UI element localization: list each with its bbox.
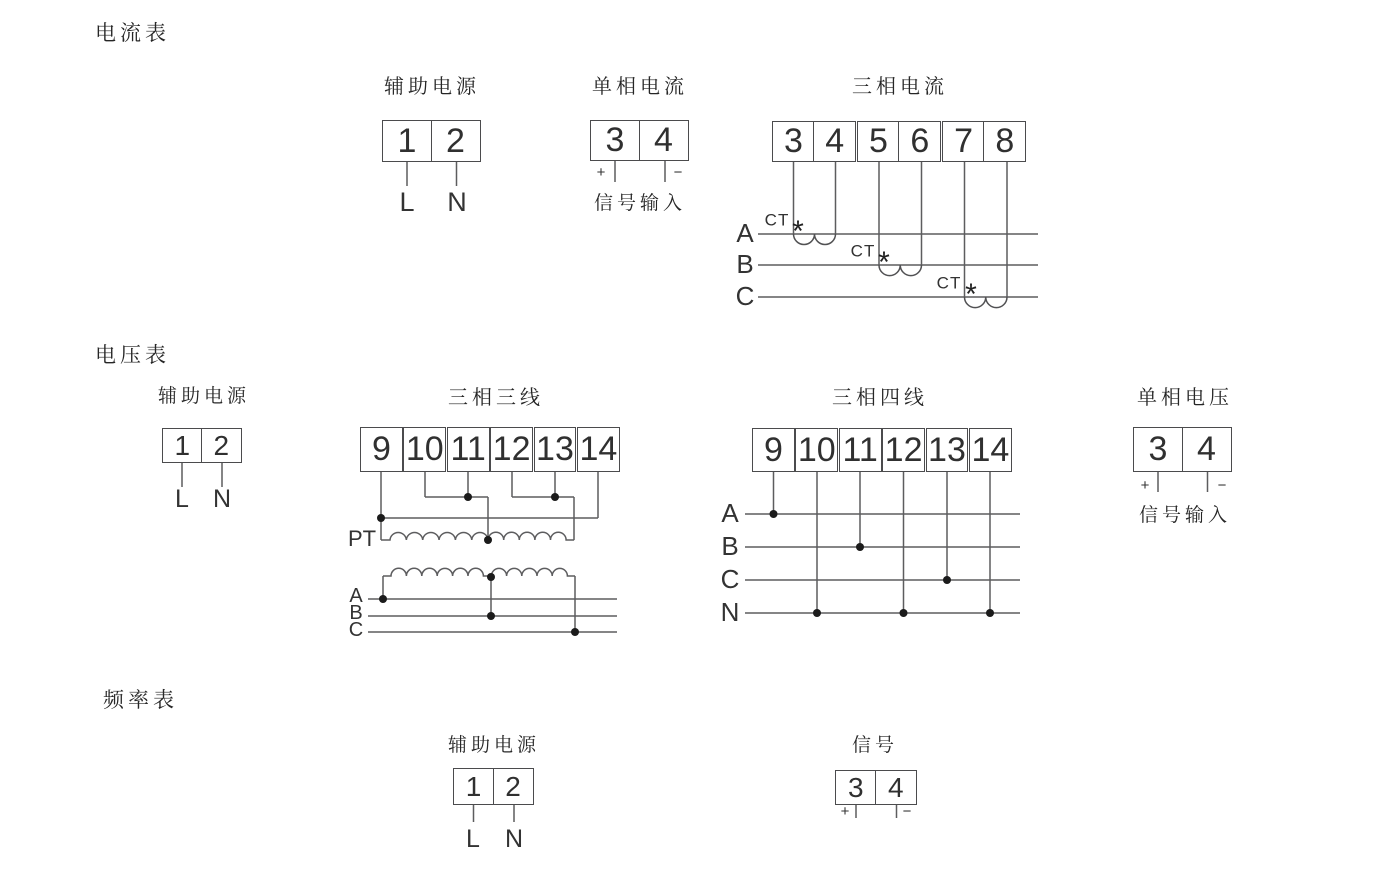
terminal-2: 2 bbox=[431, 120, 481, 162]
phase-label-N: N bbox=[720, 597, 740, 627]
phase-label-A: A bbox=[721, 498, 739, 528]
terminal-box-frequency-aux bbox=[453, 768, 534, 805]
terminal-9: 9 bbox=[360, 427, 403, 472]
terminal-2: 2 bbox=[493, 768, 534, 805]
junction-dots bbox=[377, 493, 994, 636]
terminal-12: 12 bbox=[882, 428, 925, 472]
terminal-11: 11 bbox=[447, 427, 490, 472]
voltmeter-four-wire-phase-lines bbox=[745, 514, 1020, 613]
wire-label-N: N bbox=[447, 187, 467, 217]
terminal-7: 7 bbox=[942, 121, 985, 162]
label-voltmeter-four-wire: 三相四线 bbox=[832, 387, 928, 409]
plus-mark: + bbox=[1140, 477, 1150, 494]
caption-signal-input: 信号输入 bbox=[593, 193, 687, 214]
terminal-4: 4 bbox=[875, 770, 917, 805]
terminal-14: 14 bbox=[969, 428, 1012, 472]
section-title-frequency: 频率表 bbox=[103, 689, 178, 712]
plus-mark: + bbox=[596, 164, 606, 181]
wire-label-N: N bbox=[212, 485, 232, 513]
ct-label-c: CT bbox=[936, 273, 962, 293]
terminal-1: 1 bbox=[162, 428, 203, 463]
label-ammeter-three-phase: 三相电流 bbox=[852, 76, 948, 98]
label-ammeter-single-phase: 单相电流 bbox=[592, 76, 688, 98]
minus-mark: − bbox=[673, 164, 683, 181]
terminal-box-ammeter-aux bbox=[382, 120, 481, 162]
wire-label-L: L bbox=[466, 825, 480, 853]
terminal-box-voltmeter-single bbox=[1133, 427, 1232, 472]
ammeter-three-phase-wires bbox=[794, 162, 1008, 297]
voltmeter-aux-wires bbox=[182, 463, 222, 487]
label-voltmeter-three-wire: 三相三线 bbox=[448, 387, 544, 409]
terminal-box-voltmeter-three-wire bbox=[360, 427, 620, 472]
terminal-13: 13 bbox=[926, 428, 969, 472]
frequency-signal-wires bbox=[856, 805, 897, 818]
ct-polarity-star-c: * bbox=[965, 278, 977, 311]
terminal-box-voltmeter-four-wire bbox=[752, 428, 1012, 472]
terminal-12: 12 bbox=[490, 427, 533, 472]
terminal-4: 4 bbox=[813, 121, 856, 162]
phase-label-C: C bbox=[348, 619, 364, 641]
caption-signal-input: 信号输入 bbox=[1138, 505, 1232, 526]
phase-label-A: A bbox=[349, 585, 363, 607]
terminal-14: 14 bbox=[577, 427, 620, 472]
label-voltmeter-single-phase: 单相电压 bbox=[1137, 387, 1233, 409]
terminal-5: 5 bbox=[857, 121, 900, 162]
minus-mark: − bbox=[902, 803, 912, 820]
phase-label-B: B bbox=[736, 249, 754, 279]
plus-mark: + bbox=[840, 803, 850, 820]
phase-label-B: B bbox=[349, 602, 363, 624]
voltmeter-single-phase-wires bbox=[1158, 472, 1208, 492]
pt-label: PT bbox=[348, 526, 377, 551]
terminal-1: 1 bbox=[453, 768, 494, 805]
terminal-box-voltmeter-aux bbox=[162, 428, 242, 463]
ammeter-aux-wires bbox=[407, 162, 457, 186]
terminal-box-frequency-signal bbox=[835, 770, 917, 805]
frequency-aux-wires bbox=[474, 805, 515, 822]
phase-label-C: C bbox=[735, 281, 755, 311]
terminal-3: 3 bbox=[772, 121, 815, 162]
terminal-2: 2 bbox=[201, 428, 242, 463]
ct-label-a: CT bbox=[764, 210, 790, 230]
terminal-8: 8 bbox=[983, 121, 1026, 162]
section-title-voltmeter: 电压表 bbox=[95, 344, 170, 367]
ct-polarity-star-a: * bbox=[792, 215, 804, 248]
wire-label-L: L bbox=[399, 187, 415, 217]
label-voltmeter-aux: 辅助电源 bbox=[157, 386, 251, 407]
terminal-13: 13 bbox=[534, 427, 577, 472]
terminal-10: 10 bbox=[403, 427, 446, 472]
terminal-3: 3 bbox=[1133, 427, 1183, 472]
label-ammeter-aux: 辅助电源 bbox=[384, 76, 480, 98]
terminal-box-ammeter-single bbox=[590, 120, 689, 161]
phase-label-C: C bbox=[720, 564, 740, 594]
terminal-3: 3 bbox=[590, 120, 640, 161]
terminal-box-ammeter-three-phase bbox=[772, 121, 1026, 162]
voltmeter-three-wire-wiring bbox=[381, 472, 598, 632]
ct-polarity-star-b: * bbox=[878, 246, 890, 279]
terminal-11: 11 bbox=[839, 428, 882, 472]
terminal-4: 4 bbox=[639, 120, 689, 161]
minus-mark: − bbox=[1217, 477, 1227, 494]
phase-label-A: A bbox=[736, 218, 754, 248]
wire-label-L: L bbox=[175, 485, 189, 513]
label-frequency-aux: 辅助电源 bbox=[447, 735, 541, 756]
ct-label-b: CT bbox=[850, 241, 876, 261]
voltmeter-three-wire-phase-lines bbox=[368, 599, 617, 632]
phase-label-B: B bbox=[721, 531, 739, 561]
terminal-3: 3 bbox=[835, 770, 877, 805]
section-title-ammeter: 电流表 bbox=[95, 22, 170, 45]
voltmeter-four-wire-wires bbox=[774, 472, 991, 613]
ammeter-single-phase-wires bbox=[615, 161, 665, 182]
label-frequency-signal: 信号 bbox=[851, 735, 899, 756]
wire-label-N: N bbox=[504, 825, 524, 853]
terminal-1: 1 bbox=[382, 120, 432, 162]
terminal-4: 4 bbox=[1182, 427, 1232, 472]
terminal-10: 10 bbox=[795, 428, 838, 472]
terminal-6: 6 bbox=[898, 121, 941, 162]
terminal-9: 9 bbox=[752, 428, 795, 472]
